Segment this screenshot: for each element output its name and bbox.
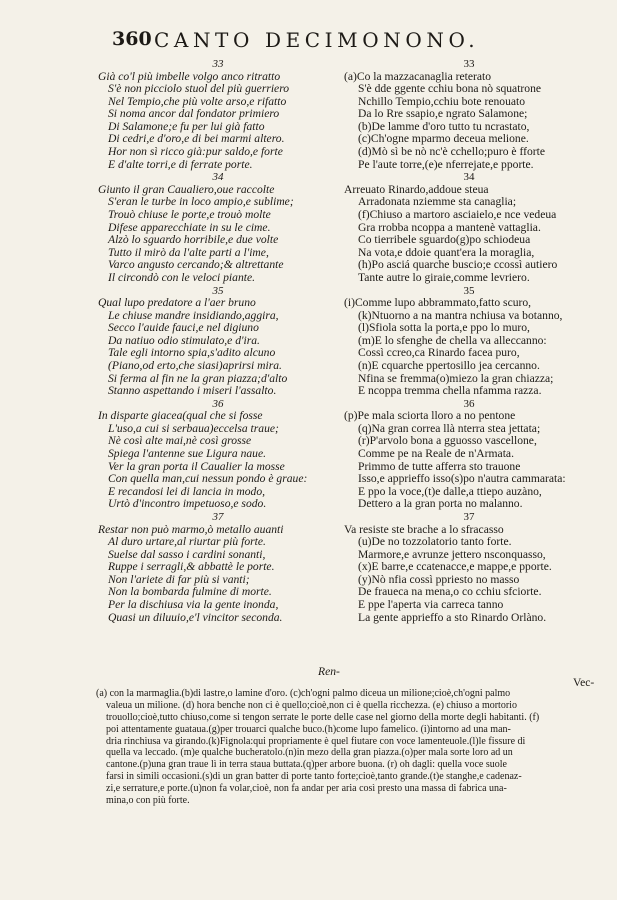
verse-line: Nchillo Tempio,cchiu bote renouato — [358, 95, 526, 108]
verse-line: Alzò lo sguardo horribile,e due volte — [108, 234, 279, 247]
neapolitan-column — [344, 58, 594, 624]
verse-line: Nfina se fremma(o)miezo la gran chiazza; — [358, 372, 554, 385]
verse-line: S'eran le turbe in loco ampio,e sublime; — [108, 196, 294, 209]
verse-line: Hor non sì ricco già:pur saldo,e forte — [108, 146, 283, 159]
stanza-number: 34 — [212, 171, 224, 184]
verse-line: Stanno aspettando i miseri l'assalto. — [108, 385, 277, 398]
verse-line: E ppe l'aperta via carreca tanno — [358, 599, 504, 612]
verse-line: E recandosi lei di lancia in modo, — [108, 485, 266, 498]
verse-line: Nel Tempio,che più volte arso,e rifatto — [108, 95, 287, 108]
verse-line: Già co'l più imbelle volgo anco ritratto — [98, 70, 281, 83]
verse-line: Si ferma al fin ne la gran piazza;d'alto — [108, 372, 288, 385]
running-title: CANTO DECIMONONO. — [154, 28, 480, 52]
verse-line: E d'alte torri,e di ferrate porte. — [108, 158, 253, 171]
italian-stanza — [98, 398, 338, 511]
italian-stanza — [98, 171, 338, 284]
verse-line: Per la dischiusa via la gente inonda, — [108, 599, 279, 612]
footnote-line: farsi in simili occasioni.(s)di un gran batter di porte tanto forte;cioè,tanto grande.(t)e stanghe,e cadenaz- — [106, 771, 522, 783]
verse-line: Primmo de tutte afferra sto trauone — [358, 460, 521, 473]
italian-column — [98, 58, 338, 624]
verse-line: S'è non picciolo stuol del più guerriero — [108, 83, 290, 96]
italian-stanza — [98, 511, 338, 624]
verse-line: Na vota,e ddoie quant'era la moraglia, — [358, 246, 535, 259]
verse-line: Trouò chiuse le porte,e trouò molte — [108, 208, 271, 221]
neapolitan-stanza — [344, 398, 594, 511]
verse-line: Arradonata nziemme sta canaglia; — [358, 196, 517, 209]
verse-line: Co tierribele sguardo(g)po schiodeua — [358, 234, 531, 247]
footnotes — [96, 688, 591, 807]
verse-line: (u)De no tozzolatorio tanto forte. — [358, 536, 512, 549]
verse-line: (c)Ch'ogne mparmo deceua melione. — [358, 133, 529, 146]
verse-line: De fraueca na mena,o co cchiu sfciorte. — [358, 586, 542, 599]
verse-line: Al duro urtare,al riurtar più forte. — [108, 536, 266, 549]
verse-line: (n)E cquarche ppertosillo jea cercanno. — [358, 359, 540, 372]
verse-line: Qual lupo predatore a l'aer bruno — [98, 297, 256, 309]
footnote-line: dria rinchiusa va girando.(k)Fignola:qui propriamente è quel fiutare con voce lamenteuole.(l)le fissure di — [106, 735, 526, 747]
verse-line: Varco angusto cercando;& altrettante — [108, 259, 284, 272]
verse-line: Di Salamone;e fu per lui già fatto — [108, 120, 265, 133]
page-header — [112, 28, 552, 52]
verse-line: (h)Po asciá quarche buscio;e ccossì autiero — [358, 259, 558, 272]
italian-stanza — [98, 58, 338, 171]
stanza-number: 37 — [463, 511, 475, 523]
page-number: 360 — [112, 28, 152, 50]
verse-line: Ver la gran porta il Caualier la mosse — [108, 460, 285, 473]
verse-line: Nè così alte mai,nè così grosse — [108, 435, 252, 448]
stanza-number: 35 — [212, 284, 224, 297]
verse-line: (f)Chiuso a martoro asciaielo,e nce vedeua — [358, 208, 557, 221]
stanza-number: 36 — [463, 397, 475, 410]
verse-line: Di cedri,e d'oro,e di bei marmi altero. — [108, 133, 285, 146]
verse-line: Tutto il mirò da l'alte parti a l'ime, — [108, 246, 269, 259]
footnote-line: quella va leccado. (m)e qualche bucheratolo.(n)in mezo della gran piazza.(o)per mala sorte loro ad un — [106, 747, 513, 759]
footnote-line: cantone.(p)una gran traue lì in terra staua buttata.(q)per arbore buona. (r) oh dagli: quella voce suole — [106, 759, 507, 771]
verse-line: (a)Co la mazzacanaglia reterato — [344, 70, 492, 83]
stanza-number: 34 — [463, 171, 475, 184]
verse-line: Secco l'auide fauci,e nel digiuno — [108, 322, 259, 335]
neapolitan-stanza — [344, 511, 594, 624]
verse-line: Ruppe i serragli,& abbattè le porte. — [108, 561, 275, 574]
verse-line: E ppo la voce,(t)e dalle,a ttiepo auzàno, — [358, 485, 542, 498]
verse-line: Non la bombarda fulmine di morte. — [108, 586, 272, 599]
catchword-neapolitan: Vec- — [573, 676, 595, 689]
verse-line: (b)De lamme d'oro tutto tu ncrastato, — [358, 120, 530, 133]
verse-line: Con quella man,cui nessun pondo è graue: — [108, 473, 308, 486]
catchword-italian: Ren- — [318, 665, 340, 678]
verse-line: S'è dde ggente cchiu bona nò squatrone — [358, 83, 542, 96]
verse-line: E ncoppa tremma chella nfamma razza. — [358, 385, 542, 398]
verse-line: Dettero a la gran porta no malanno. — [358, 498, 523, 511]
neapolitan-stanza — [344, 285, 594, 398]
verse-line: Tante autre lo giraie,comme levriero. — [358, 271, 530, 284]
footnote-line: valeua un milione. (d) hora benche non ci è quello;cioè,non ci è quella ricchezza. (e) chiuso a mortorio — [106, 699, 517, 711]
italian-stanza — [98, 285, 338, 398]
verse-line: Tale egli intorno spia,s'adito alcuno — [108, 347, 276, 360]
verse-line: (k)Ntuorno a na mantra nchiusa va botanno, — [358, 309, 563, 322]
verse-line: (q)Na gran correa llà nterra stea jettata; — [358, 422, 541, 435]
verse-line: (x)E barre,e ccatenacce,e mappe,e pporte. — [358, 561, 552, 574]
verse-line: Comme pe na Reale de n'Armata. — [358, 448, 514, 461]
verse-line: Urtò d'incontro impetuoso,e sodo. — [108, 498, 267, 511]
stanza-number: 37 — [212, 511, 224, 523]
verse-line: Pe l'aute torre,(e)e nferrejate,e pporte. — [358, 158, 534, 171]
verse-line: Restar non può marmo,ò metallo auanti — [98, 523, 284, 536]
verse-line: Non l'ariete di far più si vanti; — [108, 573, 250, 586]
verse-line: (m)E lo sfenghe de chella va alleccanno: — [358, 334, 547, 347]
footnote-line: poi attentamente guataua.(g)per trouarci qualche buco.(h)come lupo famelico. (i)intorno ad una man- — [106, 723, 511, 735]
verse-line: Giunto il gran Caualiero,oue raccolte — [98, 183, 275, 196]
verse-line: In disparte giacea(qual che si fosse — [98, 410, 263, 423]
verse-line: Difese apparecchiate in su le cime. — [108, 221, 271, 234]
verse-line: Da natiuo odio stimulato,e d'ira. — [108, 334, 260, 347]
verse-line: Da lo Rre ssapio,e ngrato Salamone; — [358, 108, 528, 121]
footnote-line: zi,e serrature,e porte.(u)non fa volar,cioè, non fa andar per aria così presto una massa di fabrica una- — [106, 783, 507, 795]
verse-line: Va resiste ste brache a lo sfracasso — [344, 523, 504, 536]
stanza-number: 36 — [212, 397, 224, 410]
verse-line: Gra rrobba ncoppa a mantenè vattaglia. — [358, 221, 541, 234]
verse-line: (y)Nò nfia cossì ppriesto no masso — [358, 573, 520, 586]
verse-line: (d)Mò sì be nò nc'è cchello;puro è fforte — [358, 146, 545, 159]
verse-line: (r)P'arvolo bona a gguosso vascellone, — [358, 435, 537, 448]
verse-line: (i)Comme lupo abbrammato,fatto scuro, — [344, 297, 532, 309]
stanza-number: 35 — [463, 284, 475, 297]
stanza-number: 33 — [463, 58, 475, 70]
neapolitan-stanza — [344, 171, 594, 284]
footnote-line: (a) con la marmaglia.(b)di lastre,o lamine d'oro. (c)ch'ogni palmo diceua un milione;cioè,ch'ogni palmo — [96, 688, 511, 699]
verse-line: (l)Sfiola sotta la porta,e ppo lo muro, — [358, 322, 530, 335]
verse-line: La gente apprieffo a sto Rinardo Orlàno. — [358, 611, 547, 624]
verse-line: Suelse dal sasso i cardini sonanti, — [108, 548, 266, 561]
stanza-number: 33 — [212, 58, 224, 70]
verse-line: Le chiuse mandre insidiando,aggira, — [108, 309, 279, 322]
verse-line: Cossì ccreo,ca Rinardo facea puro, — [358, 347, 520, 360]
verse-line: Arreuato Rinardo,addoue steua — [344, 183, 489, 196]
verse-line: (p)Pe mala sciorta lloro a no pentone — [344, 410, 516, 423]
verse-line: Quasi un diluuio,e'l vincitor seconda. — [108, 611, 283, 624]
verse-line: Si noma ancor dal fondator primiero — [108, 108, 280, 121]
footnote-line: mina,o con più forte. — [106, 795, 190, 807]
verse-line: Spiega l'antenne sue Ligura naue. — [108, 448, 267, 461]
verse-line: L'uso,a cui si serbaua)eccelsa traue; — [108, 422, 279, 435]
neapolitan-stanza — [344, 58, 594, 171]
verse-line: Il circondò con le veloci piante. — [108, 271, 256, 284]
verse-line: Marmore,e avrunze jettero nsconquasso, — [358, 548, 546, 561]
verse-line: Isso,e apprieffo isso(s)po n'autra cammarata: — [358, 473, 566, 486]
footnote-line: trouollo;cioè,tutto chiuso,come si tengon serrate le porte delle case nel giorno della morte degli habitanti. (f) — [106, 711, 540, 723]
verse-line: (Piano,od erto,che siasi)aprirsi mira. — [108, 359, 282, 372]
